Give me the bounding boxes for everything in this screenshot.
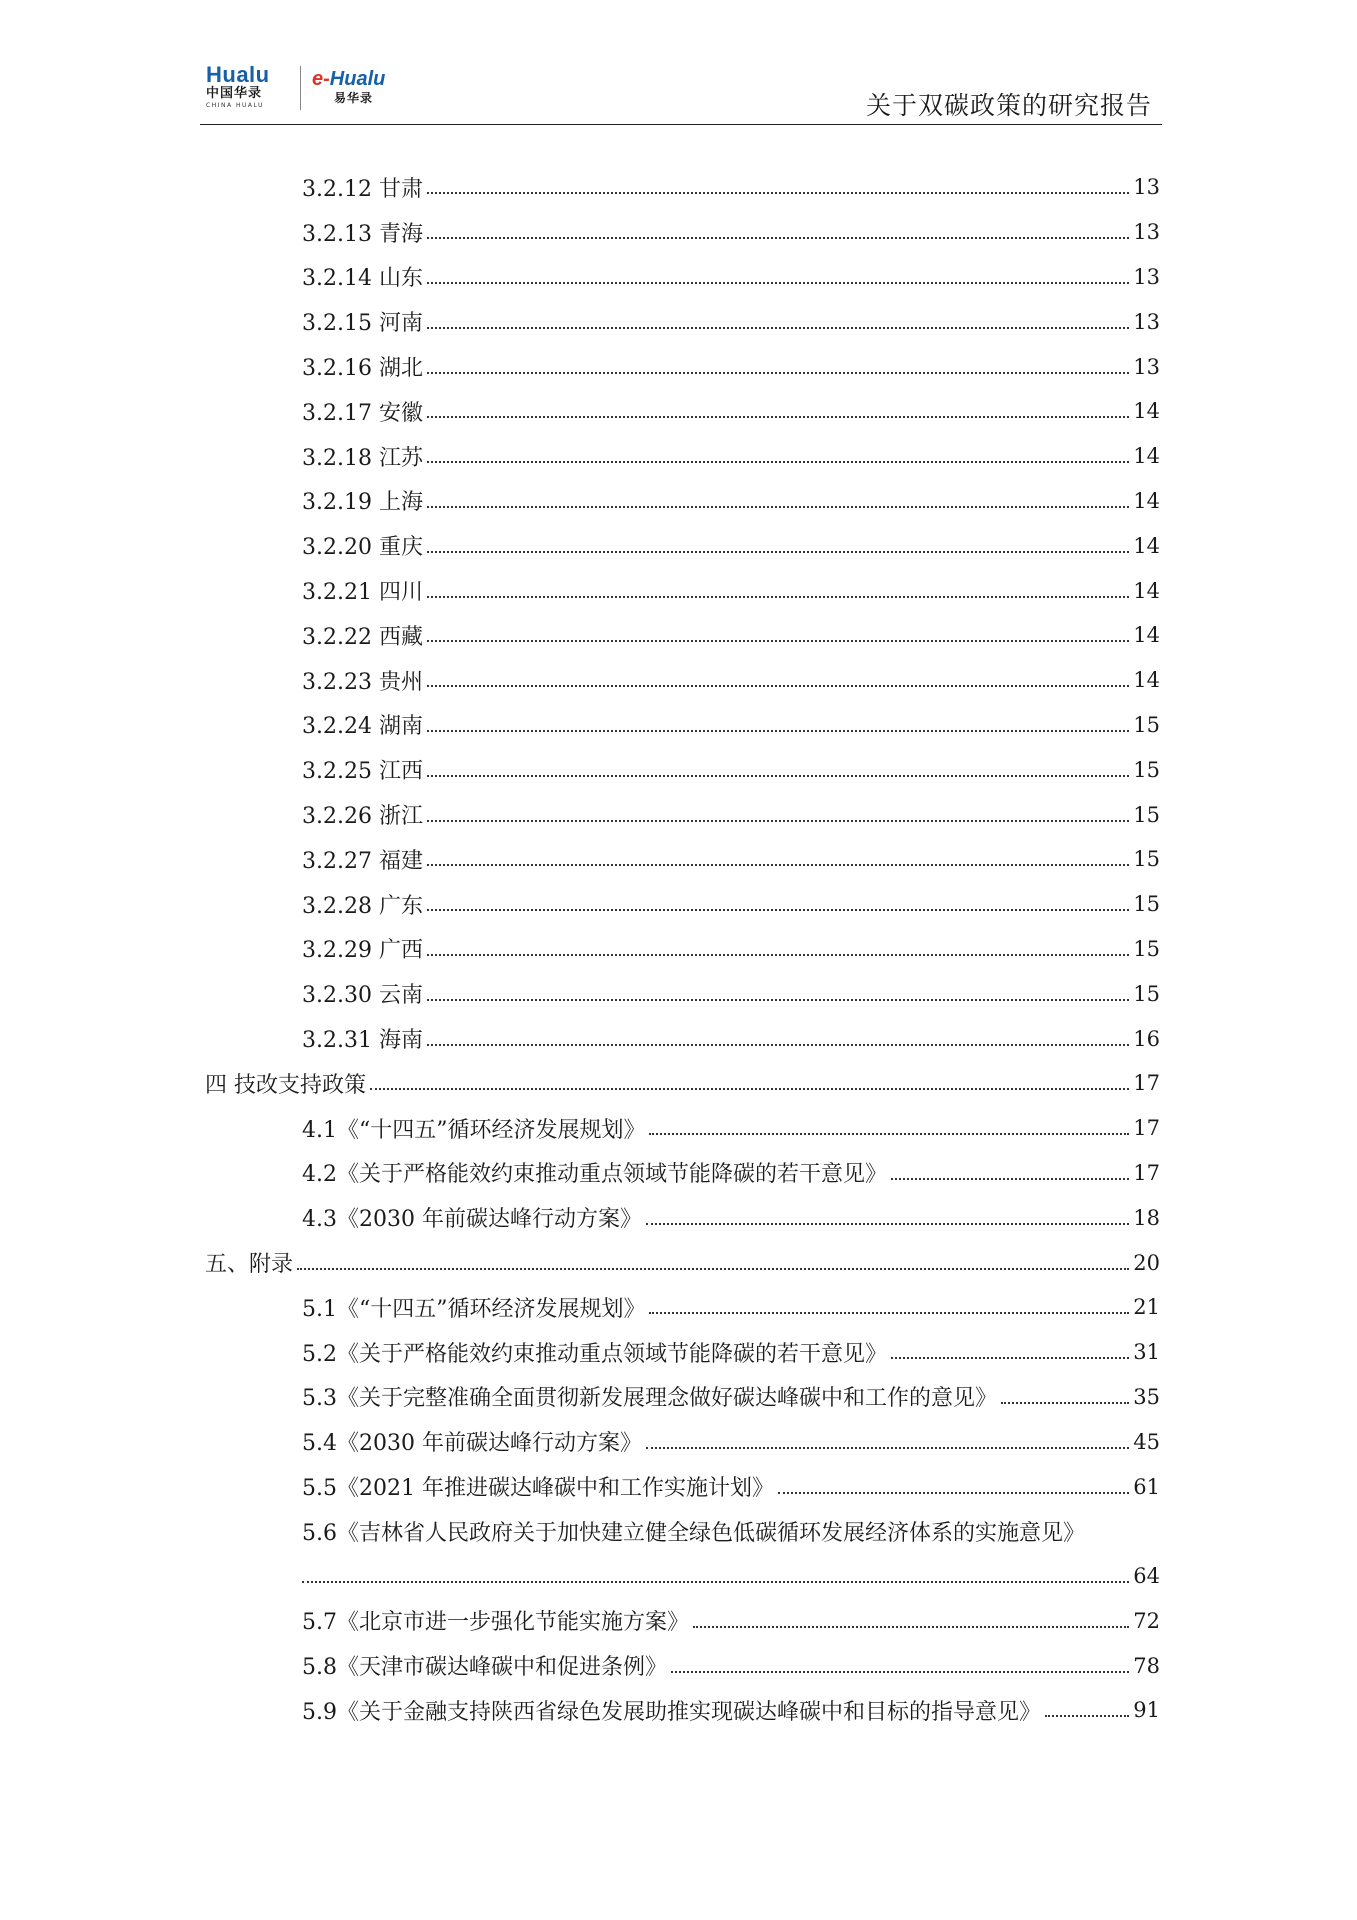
dot-leader xyxy=(427,775,1129,777)
toc-entry-page: 64 xyxy=(1133,1564,1160,1589)
toc-entry-page: 61 xyxy=(1133,1474,1160,1499)
toc-entry-label: 5.4《2030 年前碳达峰行动方案》 xyxy=(302,1431,642,1457)
dot-leader xyxy=(427,461,1129,463)
toc-entry-page: 14 xyxy=(1133,623,1160,648)
toc-entry-label: 3.2.13 青海 xyxy=(302,221,423,247)
toc-entry-label: 5.1《“十四五”循环经济发展规划》 xyxy=(302,1296,646,1322)
toc-entry-page: 18 xyxy=(1133,1205,1160,1230)
dot-leader xyxy=(427,909,1129,911)
dot-leader xyxy=(427,372,1129,374)
hualu-logo xyxy=(206,64,292,114)
toc-entry[interactable] xyxy=(205,479,1160,524)
toc-entry-page: 17 xyxy=(1133,1071,1160,1096)
toc-entry[interactable] xyxy=(205,658,1160,703)
toc-entry[interactable] xyxy=(205,1375,1160,1420)
toc-entry-page: 15 xyxy=(1133,757,1160,782)
dot-leader xyxy=(891,1357,1129,1359)
toc-entry-page: 14 xyxy=(1133,668,1160,693)
dot-leader xyxy=(693,1626,1129,1628)
page-header xyxy=(200,58,1162,125)
toc-entry-page: 17 xyxy=(1133,1116,1160,1141)
toc-entry[interactable] xyxy=(205,210,1160,255)
dot-leader xyxy=(427,730,1129,732)
toc-entry-page: 35 xyxy=(1133,1384,1160,1409)
dot-leader xyxy=(427,506,1129,508)
dot-leader xyxy=(1001,1402,1129,1404)
toc-entry[interactable] xyxy=(205,1330,1160,1375)
dot-leader xyxy=(427,954,1129,956)
toc-entry-page: 14 xyxy=(1133,578,1160,603)
dot-leader xyxy=(427,282,1129,284)
dot-leader xyxy=(646,1447,1129,1449)
toc-entry[interactable] xyxy=(205,1419,1160,1464)
toc-entry-label: 3.2.15 河南 xyxy=(302,311,423,337)
toc-entry-page: 91 xyxy=(1133,1698,1160,1723)
toc-entry-label: 5.3《关于完整准确全面贯彻新发展理念做好碳达峰碳中和工作的意见》 xyxy=(302,1386,997,1412)
toc-entry[interactable] xyxy=(205,434,1160,479)
toc-entry[interactable] xyxy=(205,389,1160,434)
toc-entry[interactable] xyxy=(205,523,1160,568)
toc-entry[interactable] xyxy=(205,299,1160,344)
dot-leader xyxy=(891,1178,1129,1180)
toc-entry[interactable] xyxy=(205,1464,1160,1509)
toc-entry[interactable] xyxy=(205,1195,1160,1240)
toc-entry-label: 5.9《关于金融支持陕西省绿色发展助推实现碳达峰碳中和目标的指导意见》 xyxy=(302,1699,1041,1725)
dot-leader xyxy=(427,416,1129,418)
toc-entry-label: 3.2.25 江西 xyxy=(302,759,423,785)
toc-entry[interactable] xyxy=(205,792,1160,837)
toc-entry[interactable] xyxy=(205,1643,1160,1688)
toc-entry-page: 15 xyxy=(1133,892,1160,917)
toc-entry[interactable] xyxy=(205,1509,1160,1554)
toc-entry-page: 16 xyxy=(1133,1026,1160,1051)
toc-entry-page: 21 xyxy=(1133,1295,1160,1320)
toc-entry[interactable] xyxy=(205,165,1160,210)
toc-entry-label: 四 技改支持政策 xyxy=(205,1072,366,1098)
ehualu-logo xyxy=(312,68,422,114)
toc-entry[interactable] xyxy=(205,882,1160,927)
toc-section-entry[interactable] xyxy=(205,1240,1160,1285)
toc-entry-page: 31 xyxy=(1133,1340,1160,1365)
toc-entry-label: 3.2.26 浙江 xyxy=(302,804,423,830)
dot-leader xyxy=(427,596,1129,598)
dot-leader xyxy=(778,1492,1129,1494)
toc-entry[interactable] xyxy=(205,1016,1160,1061)
toc-entry[interactable] xyxy=(205,1599,1160,1644)
toc-entry-page: 20 xyxy=(1133,1250,1160,1275)
toc-entry-page: 15 xyxy=(1133,712,1160,737)
toc-entry[interactable] xyxy=(205,747,1160,792)
toc-entry-label: 4.2《关于严格能效约束推动重点领域节能降碳的若干意见》 xyxy=(302,1162,887,1188)
toc-entry-page: 45 xyxy=(1133,1429,1160,1454)
toc-entry-label: 4.3《2030 年前碳达峰行动方案》 xyxy=(302,1207,642,1233)
ehualu-logo-brand-rest: Hualu xyxy=(329,68,386,90)
toc-entry[interactable] xyxy=(205,255,1160,300)
toc-entry-continuation[interactable] xyxy=(205,1554,1160,1599)
toc-entry-label: 3.2.28 广东 xyxy=(302,893,423,919)
dot-leader xyxy=(1045,1715,1129,1717)
toc-entry[interactable] xyxy=(205,1106,1160,1151)
toc-entry-page: 14 xyxy=(1133,533,1160,558)
toc-entry-label: 3.2.20 重庆 xyxy=(302,535,423,561)
toc-entry-label: 3.2.23 贵州 xyxy=(302,669,423,695)
toc-entry[interactable] xyxy=(205,568,1160,613)
toc-entry-label: 5.5《2021 年推进碳达峰碳中和工作实施计划》 xyxy=(302,1476,774,1501)
toc-entry-label: 3.2.18 江苏 xyxy=(302,445,423,471)
dot-leader xyxy=(427,192,1129,194)
toc-entry-label: 5.6《吉林省人民政府关于加快建立健全绿色低碳循环发展经济体系的实施意见》 xyxy=(302,1520,1085,1546)
toc-entry-label: 3.2.12 甘肃 xyxy=(302,176,423,202)
toc-entry-label: 5.7《北京市进一步强化节能实施方案》 xyxy=(302,1610,689,1636)
toc-entry-page: 13 xyxy=(1133,309,1160,334)
toc-entry[interactable] xyxy=(205,703,1160,748)
toc-entry-label: 3.2.14 山东 xyxy=(302,266,423,292)
toc-entry-label: 五、附录 xyxy=(205,1252,294,1278)
toc-entry-label: 3.2.30 云南 xyxy=(302,983,423,1009)
hualu-logo-cn: 中国华录 xyxy=(206,86,263,101)
hualu-logo-en: CHINA HUALU xyxy=(206,102,264,109)
toc-entry[interactable] xyxy=(205,971,1160,1016)
toc-entry[interactable] xyxy=(205,927,1160,972)
toc-entry-page: 78 xyxy=(1133,1653,1160,1678)
toc-section-entry[interactable] xyxy=(205,1061,1160,1106)
toc-entry-page: 13 xyxy=(1133,175,1160,200)
dot-leader xyxy=(646,1223,1129,1225)
toc-entry-page: 15 xyxy=(1133,936,1160,961)
ehualu-logo-brand-e: e- xyxy=(312,68,330,90)
toc-entry-label: 3.2.17 安徽 xyxy=(302,400,423,426)
toc-entry-page: 14 xyxy=(1133,488,1160,513)
toc-entry-label: 5.8《天津市碳达峰碳中和促进条例》 xyxy=(302,1655,667,1681)
toc-entry-page: 13 xyxy=(1133,264,1160,289)
toc-entry-label: 3.2.19 上海 xyxy=(302,490,423,516)
toc-entry-page: 14 xyxy=(1133,399,1160,424)
toc-entry-page: 17 xyxy=(1133,1160,1160,1185)
dot-leader xyxy=(649,1312,1129,1314)
dot-leader xyxy=(427,1044,1129,1046)
toc-entry-page: 13 xyxy=(1133,354,1160,379)
dot-leader xyxy=(671,1671,1129,1673)
toc-entry-page: 13 xyxy=(1133,220,1160,245)
dot-leader xyxy=(302,1581,1129,1583)
logo-divider xyxy=(300,66,301,110)
toc-entry-label: 3.2.27 福建 xyxy=(302,848,423,874)
toc-entry-label: 5.2《关于严格能效约束推动重点领域节能降碳的若干意见》 xyxy=(302,1341,887,1367)
dot-leader xyxy=(370,1088,1129,1090)
toc-entry[interactable] xyxy=(205,344,1160,389)
dot-leader xyxy=(427,237,1129,239)
toc-entry-label: 4.1《“十四五”循环经济发展规划》 xyxy=(302,1117,646,1143)
toc-entry[interactable] xyxy=(205,1151,1160,1196)
dot-leader xyxy=(427,327,1129,329)
dot-leader xyxy=(649,1133,1129,1135)
toc-entry-label: 3.2.24 湖南 xyxy=(302,714,423,740)
toc-entry-page: 15 xyxy=(1133,847,1160,872)
toc-entry-label: 3.2.29 广西 xyxy=(302,938,423,964)
ehualu-logo-cn: 易华录 xyxy=(334,91,374,105)
toc-entry-page: 72 xyxy=(1133,1608,1160,1633)
toc-entry-label: 3.2.31 海南 xyxy=(302,1028,423,1054)
dot-leader xyxy=(297,1268,1129,1270)
toc-entry[interactable] xyxy=(205,613,1160,658)
table-of-contents xyxy=(205,165,1160,1733)
toc-entry-page: 14 xyxy=(1133,444,1160,469)
dot-leader xyxy=(427,999,1129,1001)
document-title: 关于双碳政策的研究报告 xyxy=(865,91,1152,120)
dot-leader xyxy=(427,551,1129,553)
dot-leader xyxy=(427,640,1129,642)
dot-leader xyxy=(427,685,1129,687)
toc-entry[interactable] xyxy=(205,837,1160,882)
toc-entry-page: 15 xyxy=(1133,802,1160,827)
toc-entry[interactable] xyxy=(205,1688,1160,1733)
hualu-logo-brand: Hualu xyxy=(206,62,270,87)
toc-entry-page: 15 xyxy=(1133,981,1160,1006)
toc-entry[interactable] xyxy=(205,1285,1160,1330)
toc-entry-label: 3.2.22 西藏 xyxy=(302,624,423,650)
dot-leader xyxy=(427,820,1129,822)
toc-entry-label: 3.2.16 湖北 xyxy=(302,356,423,382)
dot-leader xyxy=(427,864,1129,866)
toc-entry-label: 3.2.21 四川 xyxy=(302,580,423,606)
ehualu-logo-brand xyxy=(312,68,422,90)
